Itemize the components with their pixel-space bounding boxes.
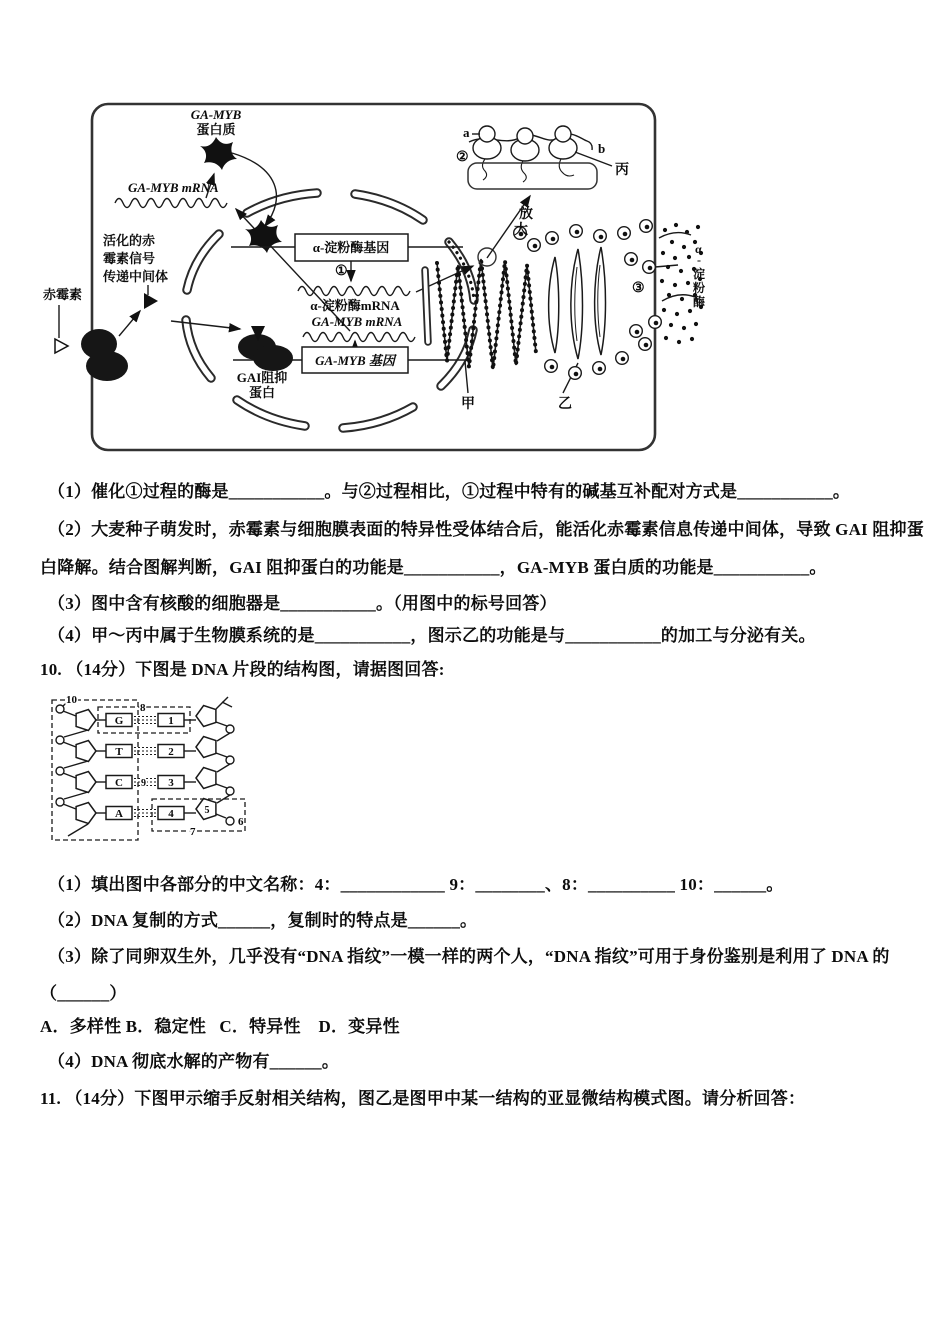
- svg-text:粉: 粉: [693, 281, 706, 295]
- label-ga-myb-protein: GA-MYB: [190, 107, 242, 122]
- q10-options: A．多样性 B．稳定性 C．特异性 D．变异性: [40, 1017, 400, 1036]
- q10-heading: 10. （14分）下图是 DNA 片段的结构图，请据图回答:: [40, 660, 445, 679]
- label-enzyme-vertical: [692, 242, 705, 309]
- base-2: 2: [168, 746, 174, 758]
- label-ribosome-b: b: [598, 141, 606, 156]
- label-amylase-mrna: α-淀粉酶mRNA: [310, 298, 400, 313]
- num-9: 9: [141, 778, 146, 789]
- svg-text:淀: 淀: [693, 267, 706, 281]
- label-gai-1: GAI阻抑: [236, 370, 288, 385]
- svg-text:α: α: [695, 242, 702, 256]
- q10-line-1: （1）填出图中各部分的中文名称：4：____________ 9：________、8：__________ 10：______。: [48, 875, 784, 894]
- base-1: 1: [168, 715, 174, 727]
- vesicles: [514, 220, 662, 380]
- label-ribosome-a: a: [463, 125, 470, 140]
- label-ga-myb-mrna-mid: GA-MYB mRNA: [311, 314, 403, 329]
- dna-base-pairs: [96, 714, 196, 821]
- label-step1: ①: [335, 264, 348, 279]
- num-5: 5: [204, 805, 210, 816]
- q9-line-2a: （2）大麦种子萌发时，赤霉素与细胞膜表面的特异性受体结合后，能活化赤霉素信息传递中间体，导致 GAI 阻抑蛋: [48, 520, 924, 539]
- q10-line-4: （4）DNA 彻底水解的产物有______。: [48, 1052, 340, 1071]
- q9-line-1: （1）催化①过程的酶是___________。与②过程相比，①过程中特有的碱基互补配对方式是___________。: [48, 482, 851, 501]
- q10-line-2: （2）DNA 复制的方式______，复制时的特点是______。: [48, 911, 478, 930]
- label-step3: ③: [632, 281, 645, 296]
- intermediate-triangle: [144, 293, 158, 309]
- q9-line-3: （3）图中含有核酸的细胞器是___________。（用图中的标号回答）: [48, 594, 557, 613]
- gibberellin-triangle: [55, 339, 68, 353]
- dna-right-strand: [196, 697, 234, 825]
- num-7: 7: [190, 826, 196, 838]
- base-c: C: [115, 777, 123, 789]
- label-jia: 甲: [461, 397, 475, 412]
- label-activated-1: 活化的赤: [103, 233, 156, 248]
- q9-line-2b: 白降解。结合图解判断，GAI 阻抑蛋白的功能是___________，GA-MYB 蛋白质的功能是___________。: [40, 558, 827, 577]
- label-ga-myb-protein-2: 蛋白质: [196, 122, 236, 137]
- label-ga-myb-mrna-top: GA-MYB mRNA: [128, 180, 219, 195]
- base-3: 3: [168, 777, 174, 789]
- base-4: 4: [168, 808, 174, 820]
- svg-text:酶: 酶: [693, 295, 706, 309]
- label-yi: 乙: [558, 397, 572, 412]
- dna-left-strand: [56, 696, 96, 836]
- base-g: G: [114, 715, 124, 727]
- num-10: 10: [66, 694, 77, 706]
- label-gai-2: 蛋白: [248, 385, 276, 400]
- q10-line-3b: （______）: [40, 984, 127, 1003]
- dna-fragment-figure: [40, 690, 300, 852]
- label-gibberellin: 赤霉素: [43, 287, 83, 302]
- gai-repressor-blob: [238, 326, 293, 371]
- label-step2: ②: [456, 150, 469, 165]
- q9-line-4: （4）甲～丙中属于生物膜系统的是___________，图示乙的功能是与___________的加工与分泌有关。: [48, 626, 816, 645]
- label-amylase-gene: α-淀粉酶基因: [312, 240, 390, 255]
- polysome-magnified-view: [468, 126, 612, 189]
- golgi: [549, 247, 606, 359]
- base-a: A: [115, 808, 123, 820]
- label-ga-myb-gene: GA-MYB 基因: [315, 353, 395, 368]
- num-8: 8: [140, 702, 146, 714]
- label-activated-2: 霉素信号: [103, 251, 156, 266]
- rough-er: [425, 259, 536, 369]
- svg-text:-: -: [697, 253, 701, 267]
- label-bing: 丙: [615, 163, 629, 178]
- num-6: 6: [238, 816, 244, 828]
- base-t: T: [115, 746, 123, 758]
- label-magnify-2: 大: [514, 223, 528, 238]
- cell-structure-figure: [35, 95, 725, 467]
- label-activated-3: 传递中间体: [103, 269, 169, 284]
- q11-heading: 11. （14分）下图甲示缩手反射相关结构，图乙是图甲中某一结构的亚显微结构模式图。请分析回答：: [40, 1089, 806, 1108]
- q10-line-3a: （3）除了同卵双生外，几乎没有“DNA 指纹”一模一样的两个人，“DNA 指纹”可用于身份鉴别是利用了 DNA 的: [48, 947, 890, 966]
- label-magnify-1: 放: [519, 207, 533, 222]
- ga-myb-protein-shape: [200, 137, 237, 170]
- receptor-blob: [81, 329, 128, 381]
